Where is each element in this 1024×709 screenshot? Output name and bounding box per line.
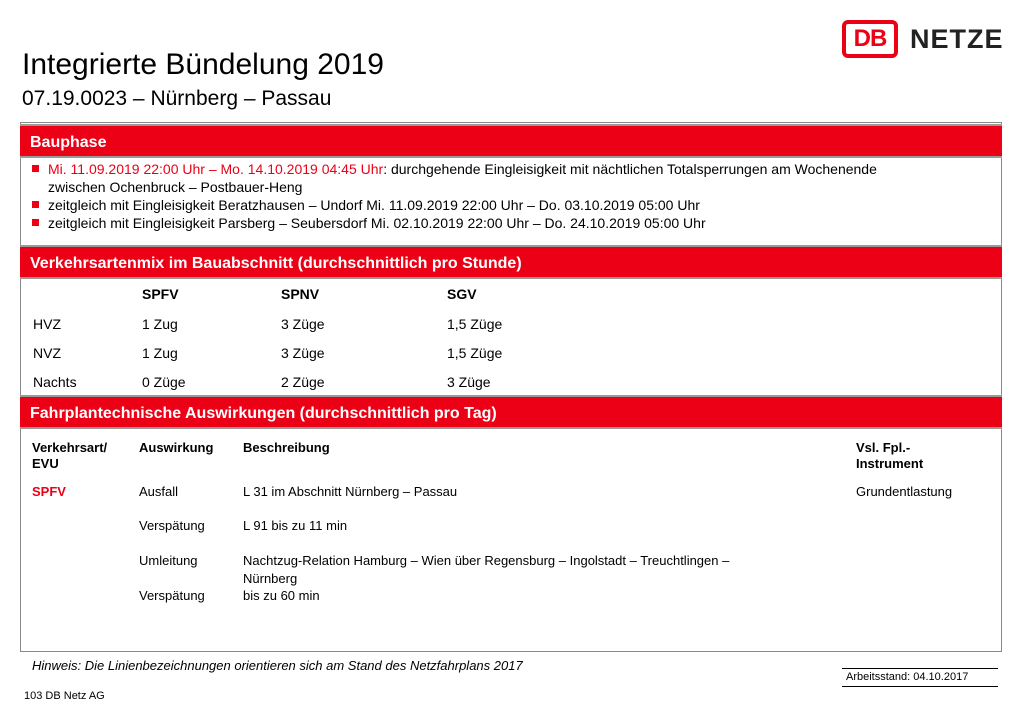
column-header: Beschreibung bbox=[243, 440, 330, 455]
column-header: Vsl. Fpl.-Instrument bbox=[856, 440, 924, 471]
page-title: Integrierte Bündelung 2019 bbox=[22, 48, 384, 81]
footnote-hint: Hinweis: Die Linienbezeichnungen orientieren sich am Stand des Netzfahrplans 2017 bbox=[32, 658, 523, 673]
evu-label: SPFV bbox=[32, 484, 66, 499]
section-header-bauphase: Bauphase bbox=[20, 124, 1002, 158]
table-cell: Verspätung bbox=[139, 518, 205, 533]
page-subtitle: 07.19.0023 – Nürnberg – Passau bbox=[22, 87, 332, 110]
table-cell: Grundentlastung bbox=[856, 484, 953, 499]
column-header: Verkehrsart/ EVU bbox=[32, 440, 108, 471]
table-cell: Ausfall bbox=[139, 484, 179, 499]
list-item: zeitgleich mit Eingleisigkeit Beratzhausen – Undorf Mi. 11.09.2019 22:00 Uhr – Do. 03.10.2019 05:00 Uhr bbox=[30, 196, 990, 214]
table-cell: Umleitung bbox=[139, 553, 198, 568]
bauphase-list bbox=[30, 160, 990, 232]
work-status-date: Arbeitsstand: 04.10.2017 bbox=[842, 668, 998, 687]
column-header: Auswirkung bbox=[139, 440, 214, 455]
logo-text: NETZE bbox=[910, 23, 1004, 54]
section-header-mix: Verkehrsartenmix im Bauabschnitt (durchschnittlich pro Stunde) bbox=[20, 245, 1002, 279]
table-cell: L 31 im Abschnitt Nürnberg – Passau bbox=[243, 484, 458, 499]
list-item: Mi. 11.09.2019 22:00 Uhr – Mo. 14.10.2019 04:45 Uhr: durchgehende Eingleisigkeit mit nächtlichen Totalsperrungen am Wochenende zwischen Ochenbruck – Postbauer-Heng bbox=[30, 160, 990, 196]
db-netze-logo bbox=[842, 20, 1004, 58]
list-item: zeitgleich mit Eingleisigkeit Parsberg – Seubersdorf Mi. 02.10.2019 22:00 Uhr – Do. 24.10.2019 05:00 Uhr bbox=[30, 214, 990, 232]
table-cell: bis zu 60 min bbox=[243, 588, 320, 603]
db-logo-icon: DB bbox=[842, 20, 898, 58]
bauphase-period: Mi. 11.09.2019 22:00 Uhr – Mo. 14.10.2019 04:45 Uhr bbox=[48, 161, 384, 177]
table-cell: L 91 bis zu 11 min bbox=[243, 518, 348, 533]
section-header-effects: Fahrplantechnische Auswirkungen (durchschnittlich pro Tag) bbox=[20, 395, 1002, 429]
page-footer: 103 DB Netz AG bbox=[24, 690, 105, 702]
table-cell: Verspätung bbox=[139, 588, 205, 603]
table-cell: Nachtzug-Relation Hamburg – Wien über Regensburg – Ingolstadt – Treuchtlingen – bbox=[243, 553, 730, 568]
table-cell: Nürnberg bbox=[243, 571, 298, 586]
